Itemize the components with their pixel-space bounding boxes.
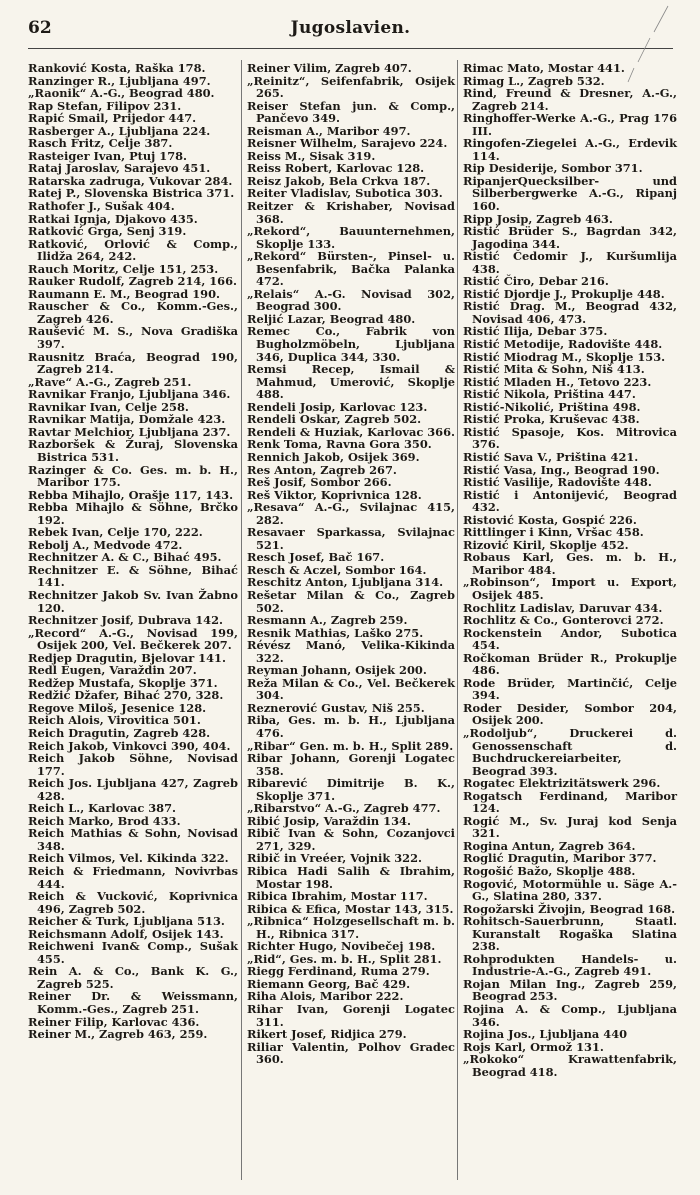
- directory-entry: Reich Jos. Ljubljana 427, Zagreb 428.: [28, 776, 238, 803]
- directory-entry: Ribarević Dimitrije B. K., Skoplje 371.: [247, 776, 455, 803]
- directory-entry: Ristić Nikola, Priština 447.: [463, 387, 636, 402]
- directory-entry: Remec Co., Fabrik von Bugholzmöbeln, Ljubljana 346, Duplica 344, 330.: [247, 324, 455, 364]
- directory-entry: Ratej P., Slovenska Bistrica 371.: [28, 186, 235, 201]
- directory-entry: Ristić Djordje J., Prokuplje 448.: [463, 286, 665, 301]
- directory-entry: Ringhoffer-Werke A.-G., Prag 176 III.: [463, 111, 677, 138]
- directory-entry: Rode Brüder, Martinčić, Celje 394.: [463, 675, 677, 703]
- directory-entry: Reschitz Anton, Ljubljana 314.: [247, 575, 444, 590]
- directory-entry: Resch & Aczel, Sombor 164.: [247, 562, 427, 577]
- directory-entry: Rojina A. & Comp., Ljubljana 346.: [463, 1002, 677, 1029]
- directory-entry: Rauch Moritz, Celje 151, 253.: [28, 261, 219, 276]
- directory-entry: Riliar Valentin, Polhov Gradec 360.: [247, 1039, 455, 1067]
- directory-entry: Rohprodukten Handels- u. Industrie-A.-G., Zagreb 491.: [463, 951, 677, 979]
- directory-entry: Riemann Georg, Bač 429.: [247, 976, 411, 991]
- directory-entry: Rennich Jakob, Osijek 369.: [247, 449, 420, 464]
- directory-entry: Rohitsch-Sauerbrunn, Staatl. Kuranstalt Rogaška Slatina 238.: [463, 914, 677, 954]
- directory-entry: Reich Dragutin, Zagreb 428.: [28, 725, 211, 740]
- directory-entry: Reich Mathias & Sohn, Novisad 348.: [28, 826, 238, 853]
- directory-entry: Razboršek & Žuraj, Slovenska Bistrica 531.: [28, 437, 238, 464]
- directory-entry: Reich Alois, Virovitica 501.: [28, 713, 201, 728]
- directory-entry: Ribič Ivan & Sohn, Cozanjovci 271, 329.: [247, 826, 455, 853]
- directory-entry: Ribica & Efica, Mostar 143, 315.: [247, 901, 454, 916]
- directory-entry: Ristić Drag. M., Beograd 432, Novisad 406, 473.: [463, 299, 677, 326]
- directory-entry: Regove Miloš, Jesenice 128.: [28, 700, 207, 715]
- directory-entry: „Robinson“, Import u. Export, Osijek 485.: [463, 575, 677, 602]
- directory-entry: Reichsmann Adolf, Osijek 143.: [28, 926, 224, 941]
- directory-entry: Ristić i Antonijević, Beograd 432.: [463, 487, 677, 515]
- directory-entry: „Record“ A.-G., Novisad 199, Osijek 200, Vel. Bečkerek 207.: [28, 625, 238, 653]
- directory-entry: Reznerović Gustav, Niš 255.: [247, 700, 425, 715]
- directory-entry: Ravnikar Franjo, Ljubljana 346.: [28, 387, 231, 402]
- directory-entry: Riegg Ferdinand, Ruma 279.: [247, 964, 430, 979]
- directory-entry: Rasberger A., Ljubljana 224.: [28, 123, 211, 138]
- directory-entry: Rathofer J., Sušak 404.: [28, 199, 175, 214]
- directory-entry: Ročkoman Brüder R., Prokuplje 486.: [463, 650, 677, 678]
- directory-entry: Ratarska zadruga, Vukovar 284.: [28, 173, 233, 188]
- directory-entry: Reich & Friedmann, Novivrbas 444.: [28, 864, 238, 891]
- directory-entry: Ranzinger R., Ljubljana 497.: [28, 73, 211, 88]
- directory-entry: Robaus Karl, Ges. m. b. H., Maribor 484.: [463, 550, 677, 577]
- directory-entry: Rizović Kiril, Skoplje 452.: [463, 537, 629, 552]
- directory-entry: Reyman Johann, Osijek 200.: [247, 663, 427, 678]
- directory-entry: Rendeli & Huziak, Karlovac 366.: [247, 424, 455, 439]
- directory-entry: Rauscher & Co., Komm.-Ges., Zagreb 426.: [28, 299, 238, 326]
- directory-entry: Ristić Ilija, Debar 375.: [463, 324, 608, 339]
- column-divider-1: [241, 60, 242, 1180]
- directory-entry: Raumann E. M., Beograd 190.: [28, 286, 220, 301]
- directory-entry: Rataj Jaroslav, Sarajevo 451.: [28, 161, 211, 176]
- directory-entry: Reljić Lazar, Beograd 480.: [247, 311, 416, 326]
- directory-entry: „Rekord“, Bauunternehmen, Skoplje 133.: [247, 224, 455, 251]
- directory-entry: Rechnitzer Jakob Sv. Ivan Žabno 120.: [28, 587, 238, 615]
- directory-entry: „Resava“ A.-G., Svilajnac 415, 282.: [247, 500, 455, 527]
- directory-entry: Ristić Čedomir J., Kuršumlija 438.: [463, 249, 677, 276]
- directory-entry: Ristić Vasilije, Radovište 448.: [463, 475, 652, 490]
- directory-entry: Ravnikar Ivan, Celje 258.: [28, 399, 189, 414]
- directory-entry: Rogožarski Živojin, Beograd 168.: [463, 901, 676, 916]
- directory-entry: Ristić-Nikolić, Priština 498.: [463, 399, 641, 414]
- directory-entry: Rojs Karl, Ormož 131.: [463, 1039, 604, 1054]
- directory-entry: Rechnitzer E. & Söhne, Bihać 141.: [28, 562, 238, 590]
- directory-entry: Redžep Mustafa, Skoplje 371.: [28, 675, 218, 690]
- directory-entry: Ringofen-Ziegelei A.-G., Erdevik 114.: [463, 136, 677, 163]
- directory-entry: „Relais“ A.-G. Novisad 302, Beograd 300.: [247, 286, 455, 314]
- directory-entry: Rebek Ivan, Celje 170, 222.: [28, 525, 203, 540]
- directory-entry: Rogošić Bažo, Skoplje 488.: [463, 864, 636, 878]
- directory-entry: Reisz Jakob, Bela Crkva 187.: [247, 173, 431, 188]
- directory-entry: „Rokoko“ Krawattenfabrik, Beograd 418.: [463, 1052, 677, 1079]
- directory-entry: Rogić M., Sv. Juraj kod Senja 321.: [463, 813, 677, 841]
- directory-entry: Redžić Džafer, Bihać 270, 328.: [28, 688, 224, 703]
- directory-entry: Ristić Miodrag M., Skoplje 153.: [463, 349, 666, 364]
- directory-entry: Rebba Mihajlo & Söhne, Brčko 192.: [28, 500, 238, 527]
- directory-entry: Révész Manó, Velika-Kikinda 322.: [247, 638, 455, 665]
- directory-entry: Rešetar Milan & Co., Zagreb 502.: [247, 587, 455, 615]
- directory-entry: Rebolj A., Medvode 472.: [28, 537, 183, 552]
- directory-entry: Reich Marko, Brod 433.: [28, 813, 181, 828]
- directory-entry: Rip Desiderije, Sombor 371.: [463, 161, 643, 176]
- directory-entry: „Ribarstvo“ A.-G., Zagreb 477.: [247, 801, 441, 816]
- directory-entry: Rendeli Josip, Karlovac 123.: [247, 399, 428, 414]
- directory-entry: Rittlinger i Kinn, Vršac 458.: [463, 525, 644, 540]
- directory-entry: Reiter Vladislav, Subotica 303.: [247, 186, 443, 201]
- page-header: [28, 18, 673, 42]
- directory-entry: Rendeli Oskar, Zagreb 502.: [247, 412, 422, 427]
- directory-entry: Rochlitz Ladislav, Daruvar 434.: [463, 600, 663, 615]
- directory-entry: Ratković, Orlović & Comp., Ilidža 264, 242.: [28, 236, 238, 264]
- directory-entry: „Ribnica“ Holzgesellschaft m. b. H., Ribnica 317.: [247, 914, 455, 941]
- directory-entry: Reiss Robert, Karlovac 128.: [247, 161, 425, 176]
- directory-entry: Ribić Josip, Varaždin 134.: [247, 813, 411, 828]
- directory-entry: Reich Vilmos, Vel. Kikinda 322.: [28, 851, 229, 866]
- directory-entry: Rogina Antun, Zagreb 364.: [463, 838, 636, 853]
- directory-entry: Res Anton, Zagreb 267.: [247, 462, 397, 477]
- directory-entry: Reiner M., Zagreb 463, 259.: [28, 1027, 208, 1042]
- page-number: 62: [28, 18, 52, 38]
- directory-entry: Reiner Filip, Karlovac 436.: [28, 1014, 200, 1029]
- directory-entry: Richter Hugo, Novibečej 198.: [247, 939, 436, 954]
- entries-column-1: [28, 62, 238, 1041]
- directory-entry: Rauker Rudolf, Zagreb 214, 166.: [28, 274, 238, 289]
- directory-entry: Reitzer & Krishaber, Novisad 368.: [247, 199, 455, 226]
- directory-entry: „Rekord“ Bürsten-, Pinsel- u. Besenfabrik, Bačka Palanka 472.: [247, 249, 455, 289]
- directory-entry: Resnik Mathias, Laško 275.: [247, 625, 424, 640]
- directory-entry: Ribica Ibrahim, Mostar 117.: [247, 889, 428, 904]
- directory-entry: Remsi Recep, Ismail & Mahmud, Umerović, Skoplje 488.: [247, 362, 455, 402]
- directory-entry: Reisman A., Maribor 497.: [247, 123, 411, 138]
- directory-entry: Reža Milan & Co., Vel. Bečkerek 304.: [247, 675, 455, 703]
- directory-entry: Reisner Wilhelm, Sarajevo 224.: [247, 136, 448, 151]
- directory-entry: RipanjerQuecksilber- und Silberbergwerke A.-G., Ripanj 160.: [463, 173, 677, 214]
- directory-entry: Rimac Mato, Mostar 441.: [463, 61, 625, 75]
- directory-entry: Ranković Kosta, Raška 178.: [28, 61, 206, 75]
- directory-entry: Ravnikar Matija, Domžale 423.: [28, 412, 226, 427]
- directory-entry: Ristić Proka, Kruševac 438.: [463, 412, 640, 427]
- directory-entry: Ristić Mita & Sohn, Niš 413.: [463, 362, 645, 377]
- directory-entry: Ratković Grga, Senj 319.: [28, 224, 187, 239]
- directory-entry: Resch Josef, Bač 167.: [247, 550, 385, 565]
- directory-entry: Ristić Sava V., Priština 421.: [463, 449, 639, 464]
- directory-entry: Redl Eugen, Varaždin 207.: [28, 663, 197, 678]
- directory-entry: Rasch Fritz, Celje 387.: [28, 136, 173, 151]
- directory-entry: Reicher & Turk, Ljubljana 513.: [28, 914, 225, 929]
- directory-entry: Reiner Vilim, Zagreb 407.: [247, 61, 412, 75]
- directory-entry: Rojan Milan Ing., Zagreb 259, Beograd 253.: [463, 976, 677, 1004]
- directory-entry: Ripp Josip, Zagreb 463.: [463, 211, 613, 226]
- directory-entry: Ristović Kosta, Gospić 226.: [463, 512, 637, 527]
- directory-entry: Rein A. & Co., Bank K. G., Zagreb 525.: [28, 964, 238, 991]
- directory-entry: Rasteiger Ivan, Ptuj 178.: [28, 148, 188, 163]
- directory-entry: Rojina Jos., Ljubljana 440: [463, 1027, 628, 1042]
- directory-entry: Raušević M. S., Nova Gradiška 397.: [28, 324, 238, 352]
- directory-entry: Rap Stefan, Filipov 231.: [28, 98, 182, 113]
- directory-entry: Ristić Brüder S., Bagrdan 342, Jagodina 344.: [463, 224, 677, 251]
- directory-entry: Rochlitz & Co., Gonterovci 272.: [463, 613, 664, 628]
- directory-entry: Rogatec Elektrizitätswerk 296.: [463, 776, 661, 791]
- directory-entry: Resmann A., Zagreb 259.: [247, 613, 408, 628]
- directory-entry: „Reinitz“, Seifenfabrik, Osijek 265.: [247, 73, 455, 101]
- column-divider-2: [457, 60, 458, 1180]
- directory-entry: Reiss M., Sisak 319.: [247, 148, 376, 163]
- directory-entry: Rebba Mihajlo, Orašje 117, 143.: [28, 487, 234, 502]
- directory-entry: Riba, Ges. m. b. H., Ljubljana 476.: [247, 713, 455, 740]
- directory-entry: Reich Jakob Söhne, Novisad 177.: [28, 751, 238, 778]
- directory-entry: Rind, Freund & Dresner, A.-G., Zagreb 214.: [463, 86, 677, 113]
- directory-entry: „Rave“ A.-G., Zagreb 251.: [28, 374, 192, 389]
- directory-entry: Rockenstein Andor, Subotica 454.: [463, 625, 677, 653]
- directory-entry: Ribar Johann, Gorenji Logatec 358.: [247, 751, 455, 778]
- directory-entry: Rogović, Motormühle u. Säge A.-G., Slatina 280, 337.: [463, 876, 677, 904]
- directory-entry: Resavaer Sparkassa, Svilajnac 521.: [247, 525, 455, 552]
- directory-entry: Roder Desider, Sombor 204, Osijek 200.: [463, 700, 677, 728]
- directory-entry: Rechnitzer A. & C., Bihać 495.: [28, 550, 222, 565]
- directory-entry: „Rid“, Ges. m. b. H., Split 281.: [247, 951, 442, 966]
- directory-entry: Redjep Dragutin, Bjelovar 141.: [28, 650, 226, 665]
- directory-entry: Rechnitzer Josif, Dubrava 142.: [28, 613, 224, 628]
- directory-entry: „Ribar“ Gen. m. b. H., Split 289.: [247, 738, 454, 753]
- directory-entry: Reich & Vucković, Koprivnica 496, Zagreb 502.: [28, 889, 238, 916]
- directory-entry: Ratkai Ignja, Djakovo 435.: [28, 211, 198, 226]
- directory-entry: Renk Toma, Ravna Gora 350.: [247, 437, 432, 452]
- directory-entry: Ristić Vasa, Ing., Beograd 190.: [463, 462, 660, 477]
- directory-entry: Reiser Stefan jun. & Comp., Pančevo 349.: [247, 98, 455, 126]
- directory-entry: Roglić Dragutin, Maribor 377.: [463, 851, 657, 866]
- directory-entry: Ravtar Melchior, Ljubljana 237.: [28, 424, 231, 439]
- directory-entry: Rimag L., Zagreb 532.: [463, 73, 605, 88]
- directory-entry: Rikert Josef, Ridjica 279.: [247, 1027, 407, 1042]
- directory-entry: Rogatsch Ferdinand, Maribor 124.: [463, 788, 677, 816]
- directory-entry: Rausnitz Braća, Beograd 190, Zagreb 214.: [28, 349, 238, 377]
- directory-entry: Ristić Čiro, Debar 216.: [463, 274, 609, 289]
- directory-entry: „Raonik“ A.-G., Beograd 480.: [28, 86, 215, 101]
- directory-entry: Rihar Ivan, Gorenji Logatec 311.: [247, 1002, 455, 1029]
- directory-entry: Riha Alois, Maribor 222.: [247, 989, 404, 1004]
- directory-entry: Reich Jakob, Vinkovci 390, 404.: [28, 738, 231, 753]
- header-rule: [28, 48, 673, 49]
- directory-entry: Ribica Hadi Salih & Ibrahim, Mostar 198.: [247, 864, 455, 891]
- directory-entry: Reichweni Ivan& Comp., Sušak 455.: [28, 939, 238, 966]
- directory-entry: Razinger & Co. Ges. m. b. H., Maribor 175.: [28, 462, 238, 490]
- directory-entry: Reš Viktor, Koprivnica 128.: [247, 487, 422, 502]
- entries-column-3: [463, 62, 677, 1078]
- directory-entry: Ristić Spasoje, Kos. Mitrovica 376.: [463, 424, 677, 452]
- directory-entry: Ristić Mladen H., Tetovo 223.: [463, 374, 652, 389]
- directory-entry: Reiner Dr. & Weissmann, Komm.-Ges., Zagreb 251.: [28, 989, 238, 1017]
- directory-entry: Ristić Metodije, Radovište 448.: [463, 337, 663, 352]
- directory-entry: „Rodoljub“, Druckerei d. Genossenschaft d. Buchdruckereiarbeiter, Beograd 393.: [463, 725, 677, 778]
- entries-column-2: [247, 62, 455, 1066]
- page-title: Jugoslavien.: [290, 18, 411, 38]
- directory-entry: Reich L., Karlovac 387.: [28, 801, 176, 816]
- directory-entry: Rapić Smail, Prijedor 447.: [28, 111, 197, 126]
- directory-entry: Ribič in Vreéer, Vojnik 322.: [247, 851, 422, 866]
- directory-entry: Reš Josif, Sombor 266.: [247, 475, 392, 490]
